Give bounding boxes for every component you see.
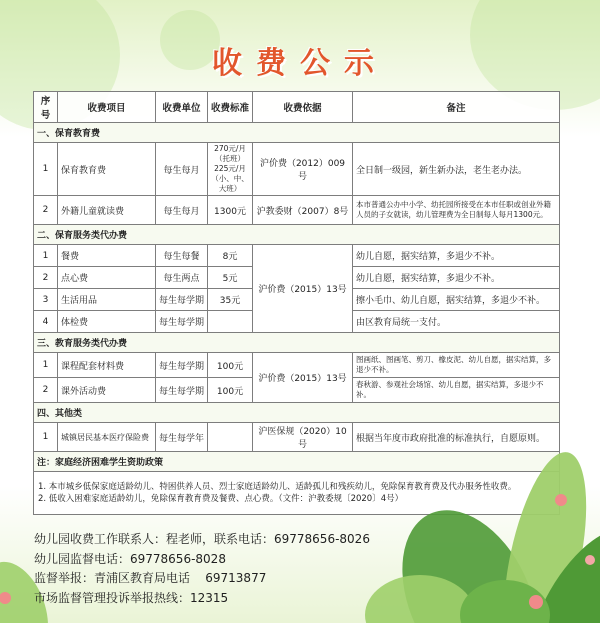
cell-unit: 每生每学期 (156, 289, 208, 311)
standard-line: 225元/月 (214, 164, 246, 173)
cell-no: 1 (34, 423, 58, 452)
cell-no: 1 (34, 353, 58, 378)
note-line: 2. 低收入困难家庭适龄幼儿，免除保育教育费及餐费、点心费。（文件：沪教委规〔2020〕4号） (38, 494, 404, 504)
cell-unit: 每生两点 (156, 267, 208, 289)
contact-line-fee-contact: 幼儿园收费工作联系人：程老师，联系电话：69778656-8026 (34, 532, 370, 546)
cell-note: 全日制一级园，新生新办法，老生老办法。 (353, 143, 560, 196)
contact-line-report-phone: 监督举报：青浦区教育局电话 69713877 (34, 571, 267, 585)
cell-note: 幼儿自愿，据实结算，多退少不补。 (353, 267, 560, 289)
cell-item: 课外活动费 (58, 378, 156, 403)
contact-line-hotline: 市场监督管理投诉举报热线：12315 (34, 590, 229, 605)
cell-no: 2 (34, 378, 58, 403)
cell-unit: 每生每学期 (156, 311, 208, 333)
cell-note: 本市普通公办中小学、幼托园所接受在本市任职或创业外籍人员的子女就读，幼儿管理费为全日制每人每月1300元。 (353, 196, 560, 225)
cell-basis: 沪教委财（2007）8号 (253, 196, 353, 225)
section-heading: 一、保育教育费 (34, 123, 560, 143)
cell-item: 保育教育费 (58, 143, 156, 196)
cell-no: 4 (34, 311, 58, 333)
cell-item: 餐费 (58, 245, 156, 267)
section-heading: 四、其他类 (34, 403, 560, 423)
cell-basis: 沪医保规（2020）10号 (253, 423, 353, 452)
notes-heading: 注：家庭经济困难学生资助政策 (34, 452, 560, 472)
cell-item: 生活用品 (58, 289, 156, 311)
cell-note: 幼儿自愿，据实结算，多退少不补。 (353, 245, 560, 267)
cell-no: 1 (34, 143, 58, 196)
cell-standard: 100元 (208, 378, 253, 403)
cell-standard: 1300元 (208, 196, 253, 225)
cell-item: 课程配套材料费 (58, 353, 156, 378)
cell-no: 3 (34, 289, 58, 311)
cell-unit: 每生每月 (156, 196, 208, 225)
cell-note: 图画纸、图画笔、剪刀、橡皮泥、幼儿自愿，据实结算，多退少不补。 (353, 353, 560, 378)
cell-no: 2 (34, 267, 58, 289)
header-no: 序号 (34, 92, 58, 123)
standard-line: （托班） (215, 154, 245, 163)
header-item: 收费项目 (58, 92, 156, 123)
cell-unit: 每生每学期 (156, 378, 208, 403)
cell-basis: 沪价费（2015）13号 (253, 353, 353, 403)
cell-unit: 每生每学期 (156, 353, 208, 378)
cell-note: 擦小毛巾、幼儿自愿，据实结算，多退少不补。 (353, 289, 560, 311)
cell-unit: 每生每学年 (156, 423, 208, 452)
note-line: 1. 本市城乡低保家庭适龄幼儿、特困供养人员、烈士家庭适龄幼儿、适龄孤儿和残疾幼儿，免除保育教育费及代办服务性收费。 (38, 482, 517, 492)
cell-unit: 每生每月 (156, 143, 208, 196)
cell-note: 由区教育局统一支付。 (353, 311, 560, 333)
header-basis: 收费依据 (253, 92, 353, 123)
cell-basis: 沪价费（2015）13号 (253, 245, 353, 333)
cell-item: 城镇居民基本医疗保险费 (58, 423, 156, 452)
header-standard: 收费标准 (208, 92, 253, 123)
standard-line: （小、中、大班） (211, 174, 249, 193)
cell-basis: 沪价费（2012）009号 (253, 143, 353, 196)
cell-note: 根据当年度市政府批准的标准执行，自愿原则。 (353, 423, 560, 452)
header-unit: 收费单位 (156, 92, 208, 123)
section-heading: 三、教育服务类代办费 (34, 333, 560, 353)
standard-line: 270元/月 (214, 144, 246, 153)
section-heading: 二、保育服务类代办费 (34, 225, 560, 245)
cell-standard: 35元 (208, 289, 253, 311)
cell-unit: 每生每餐 (156, 245, 208, 267)
cell-standard: 8元 (208, 245, 253, 267)
cell-item: 体检费 (58, 311, 156, 333)
cell-item: 外籍儿童就读费 (58, 196, 156, 225)
header-note: 备注 (353, 92, 560, 123)
cell-note: 春秋游、参观社会场馆、幼儿自愿，据实结算，多退少不补。 (353, 378, 560, 403)
cell-standard: 100元 (208, 353, 253, 378)
contact-info (34, 530, 370, 608)
cell-no: 2 (34, 196, 58, 225)
cell-no: 1 (34, 245, 58, 267)
cell-item: 点心费 (58, 267, 156, 289)
contact-line-supervision-phone: 幼儿园监督电话：69778656-8028 (34, 551, 226, 566)
page-title: 收费公示 (212, 46, 388, 81)
cell-standard: 5元 (208, 267, 253, 289)
